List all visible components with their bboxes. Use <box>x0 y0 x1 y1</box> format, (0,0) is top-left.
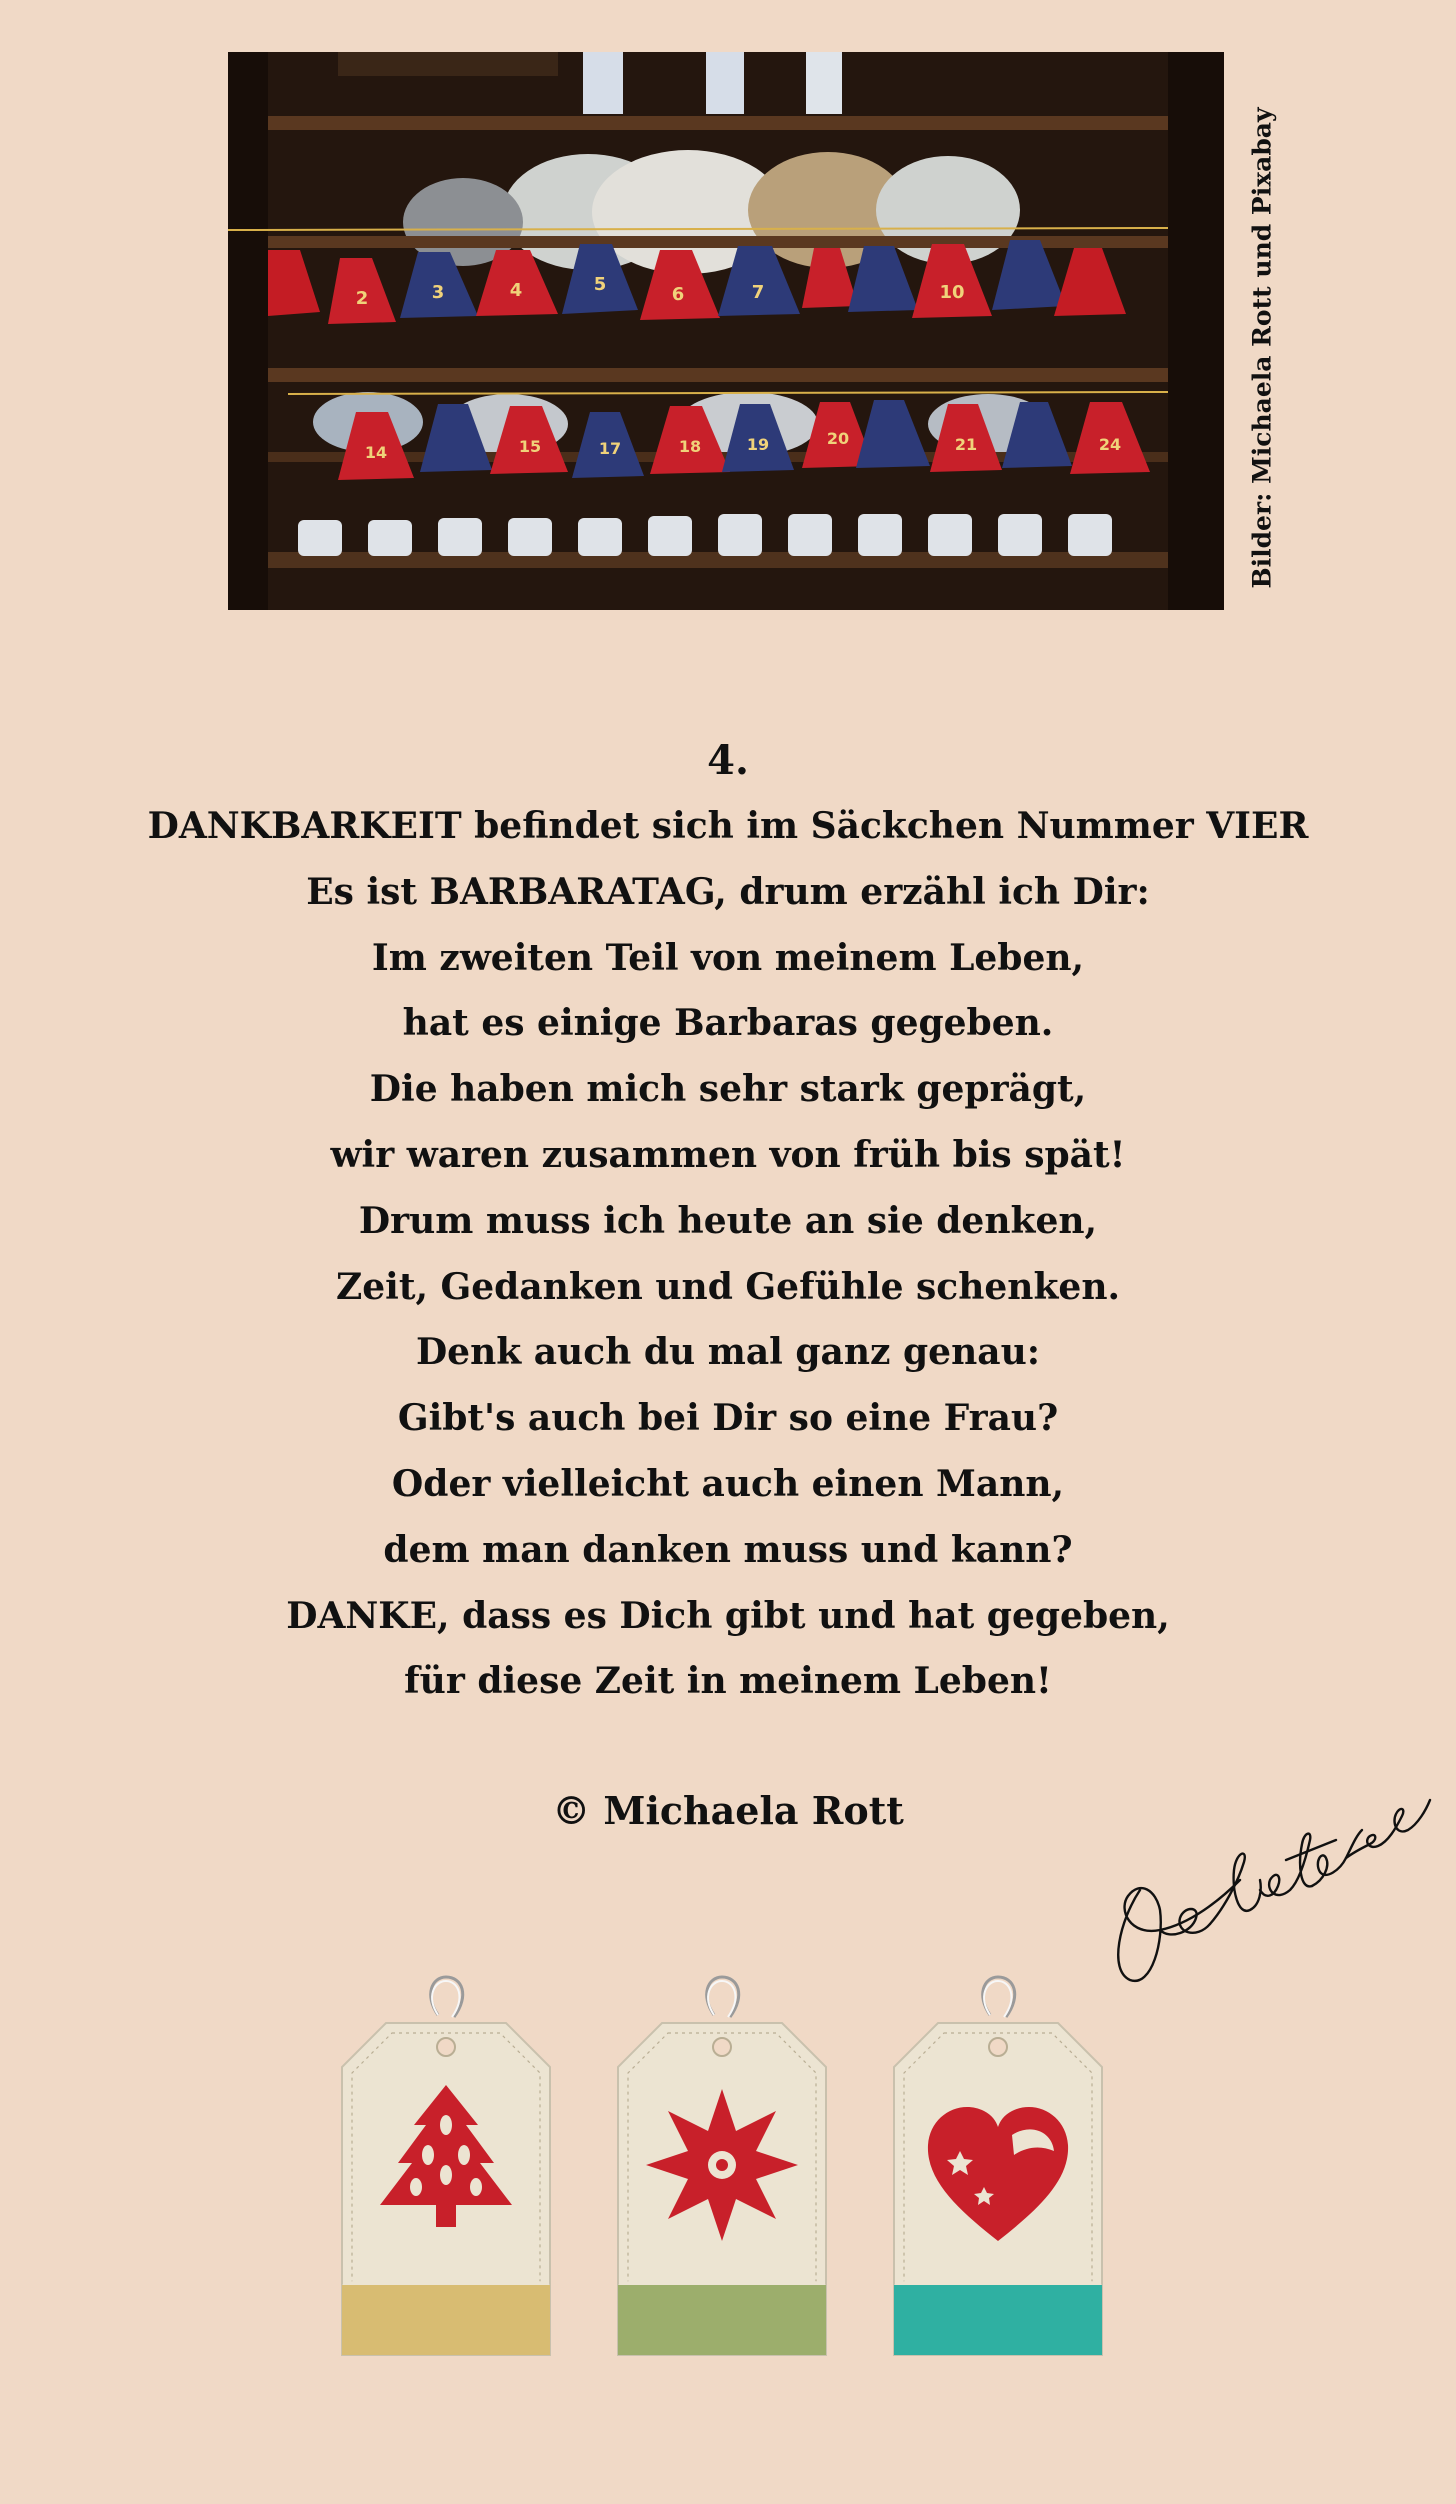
poem-line: hat es einige Barbaras gegeben. <box>402 1002 1054 1045</box>
photo-credit: Bilder: Michaela Rott und Pixabay <box>1247 107 1277 589</box>
bag-number: 2 <box>355 288 369 309</box>
bag-number: 6 <box>671 284 685 305</box>
bag-number: 5 <box>593 274 607 295</box>
gift-tag-star <box>604 1975 840 2365</box>
tag-band <box>618 2285 826 2355</box>
poem-line: Gibt's auch bei Dir so eine Frau? <box>397 1397 1059 1440</box>
poem-line: für diese Zeit in meinem Leben! <box>404 1660 1052 1703</box>
poem-line: Oder vielleicht auch einen Mann, <box>391 1462 1065 1505</box>
bag-number: 24 <box>1098 435 1122 454</box>
poem-line: Im zweiten Teil von meinem Leben, <box>371 936 1085 979</box>
bag-number: 18 <box>678 437 702 456</box>
gift-tag-heart <box>880 1975 1116 2365</box>
advent-calendar-photo <box>228 52 1224 610</box>
bag-number: 21 <box>954 435 978 454</box>
poem-line: wir waren zusammen von früh bis spät! <box>330 1133 1126 1176</box>
bag-number: 17 <box>598 439 622 458</box>
poem-line: Die haben mich sehr stark geprägt, <box>369 1068 1087 1111</box>
star-icon <box>646 2089 798 2241</box>
bag-number: 20 <box>826 429 850 448</box>
bag-number: 3 <box>431 282 445 303</box>
poem-line: dem man danken muss und kann? <box>383 1528 1073 1571</box>
poem-line: DANKE, dass es Dich gibt und hat gegeben, <box>286 1594 1170 1637</box>
poem-line: Es ist BARBARATAG, drum erzähl ich Dir: <box>306 870 1150 913</box>
poem-line: Zeit, Gedanken und Gefühle schenken. <box>335 1265 1121 1308</box>
copyright: © Michaela Rott <box>552 1788 904 1833</box>
poem-line: DANKBARKEIT befindet sich im Säckchen Nummer VIER <box>147 805 1309 847</box>
shelf-illustration <box>228 52 1224 610</box>
bag-number: 15 <box>518 437 542 456</box>
tag-band <box>342 2285 550 2355</box>
poem-number: 4. <box>707 737 749 784</box>
signature-logo <box>1100 1740 1440 2000</box>
gift-tag-tree <box>328 1975 564 2365</box>
bag-number: 19 <box>746 435 770 454</box>
bag-number: 14 <box>364 443 388 462</box>
poem <box>0 728 1456 1715</box>
bag-number: 7 <box>751 282 765 303</box>
poem-line: Drum muss ich heute an sie denken, <box>358 1199 1098 1242</box>
bag-number: 10 <box>939 282 965 303</box>
tag-band <box>894 2285 1102 2355</box>
poem-line: Denk auch du mal ganz genau: <box>415 1331 1041 1374</box>
bag-number: 4 <box>509 280 523 301</box>
